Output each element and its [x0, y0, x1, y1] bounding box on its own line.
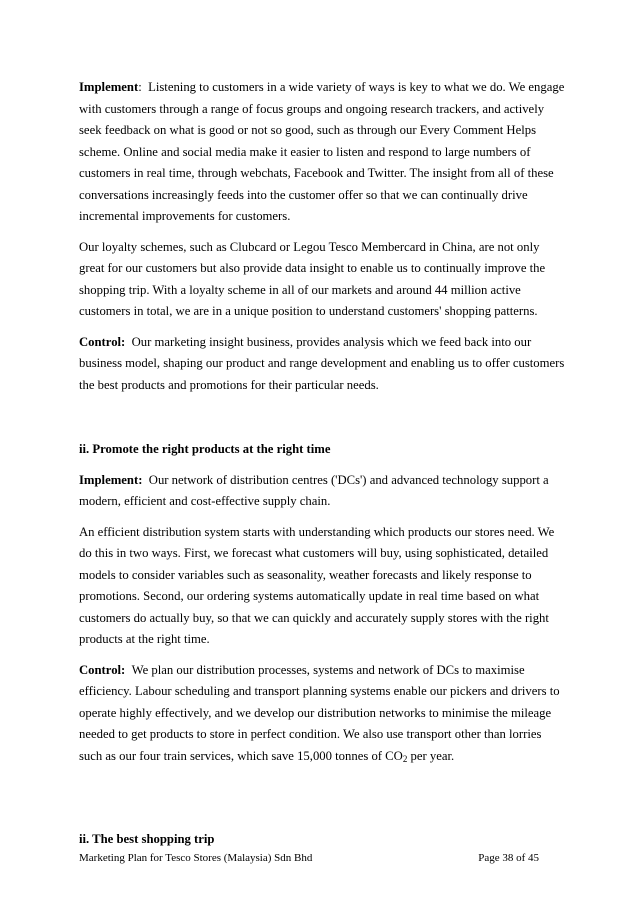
implement-label-2: Implement: — [79, 472, 143, 487]
section-heading-promote: ii. Promote the right products at the right time — [79, 442, 331, 456]
control-label: Control: — [79, 334, 126, 349]
control-paragraph-1 — [79, 332, 567, 397]
co2-subscript: 2 — [402, 753, 408, 764]
footer-title: Marketing Plan for Tesco Stores (Malaysia) Sdn Bhd — [79, 852, 313, 864]
control-label-2: Control: — [79, 662, 126, 677]
page-footer — [79, 852, 539, 864]
section-heading-best: ii. The best shopping trip — [79, 832, 215, 846]
loyalty-paragraph: Our loyalty schemes, such as Clubcard or Legou Tesco Membercard in China, are not only great for our customers but also provide data insight to enable us to continually improve the shopping trip. With a loyalty scheme in all of our markets and around 44 million active customers in total, we are in a unique position to understand customers' shopping patterns. — [79, 239, 546, 318]
distribution-paragraph: An efficient distribution system starts with understanding which products our stores need. We do this in two ways. First, we forecast what customers will buy, using sophisticated, detailed models to consider variables such as seasonality, weather forecasts and likely response to promotions. Second, our ordering systems automatically update in real time based on what customers do actually buy, so that we can quickly and accurately supply stores with the right products at the right time. — [79, 524, 555, 646]
page-number: Page 38 of 45 — [478, 852, 539, 864]
implement-paragraph-1: Implement: Listening to customers in a wide variety of ways is key to what we do. We engage with customers through a range of focus groups and ongoing research trackers, and actively seek feedback on what is good or not so good, such as through our Every Comment Helps scheme. Online and social media make it easier to listen and respond to large numbers of customers in real time, through webchats, Facebook and Twitter. The insight from all of these conversations increasingly feeds into the customer offer so that we can continually drive incremental improvements for customers. — [79, 80, 565, 223]
implement-paragraph-2 — [79, 470, 567, 513]
page-content — [79, 77, 567, 851]
control-text-2: We plan our distribution processes, systems and network of DCs to maximise efficiency. Labour scheduling and transport planning systems enable our pickers and drivers to operate highly effectively, and we develop our distribution networks to minimise the mileage needed to get products to store in perfect condition. We also use transport other than lorries such as our four train services, which save 15,000 tonnes of CO — [79, 662, 560, 763]
control-paragraph-2: Control: We plan our distribution processes, systems and network of DCs to maximise efficiency. Labour scheduling and transport planning systems enable our pickers and drivers to operate highly effectively, and we develop our distribution networks to minimise the mileage needed to get products to store in perfect condition. We also use transport other than lorries such as our four train services, which save 15,000 tonnes of $CO_2$ per year. — [79, 662, 560, 764]
control-text: Our marketing insight business, provides analysis which we feed back into our business model, shaping our product and range development and enabling us to offer customers the best products and promotions for their particular needs. — [79, 334, 565, 392]
implement-label: Implement — [79, 80, 139, 94]
implement-text-2: Our network of distribution centres ('DCs') and advanced technology support a modern, efficient and cost-effective supply chain. — [79, 472, 549, 508]
implement-text: Listening to customers in a wide variety of ways is key to what we do. We engage with customers through a range of focus groups and ongoing research trackers, and actively seek feedback on what is good or not so good, such as through our Every Comment Helps scheme. Online and social media make it easier to listen and respond to large numbers of customers in real time, through webchats, Facebook and Twitter. The insight from all of these conversations increasingly feeds into the customer offer so that we can continually drive incremental improvements for customers. — [79, 80, 565, 223]
